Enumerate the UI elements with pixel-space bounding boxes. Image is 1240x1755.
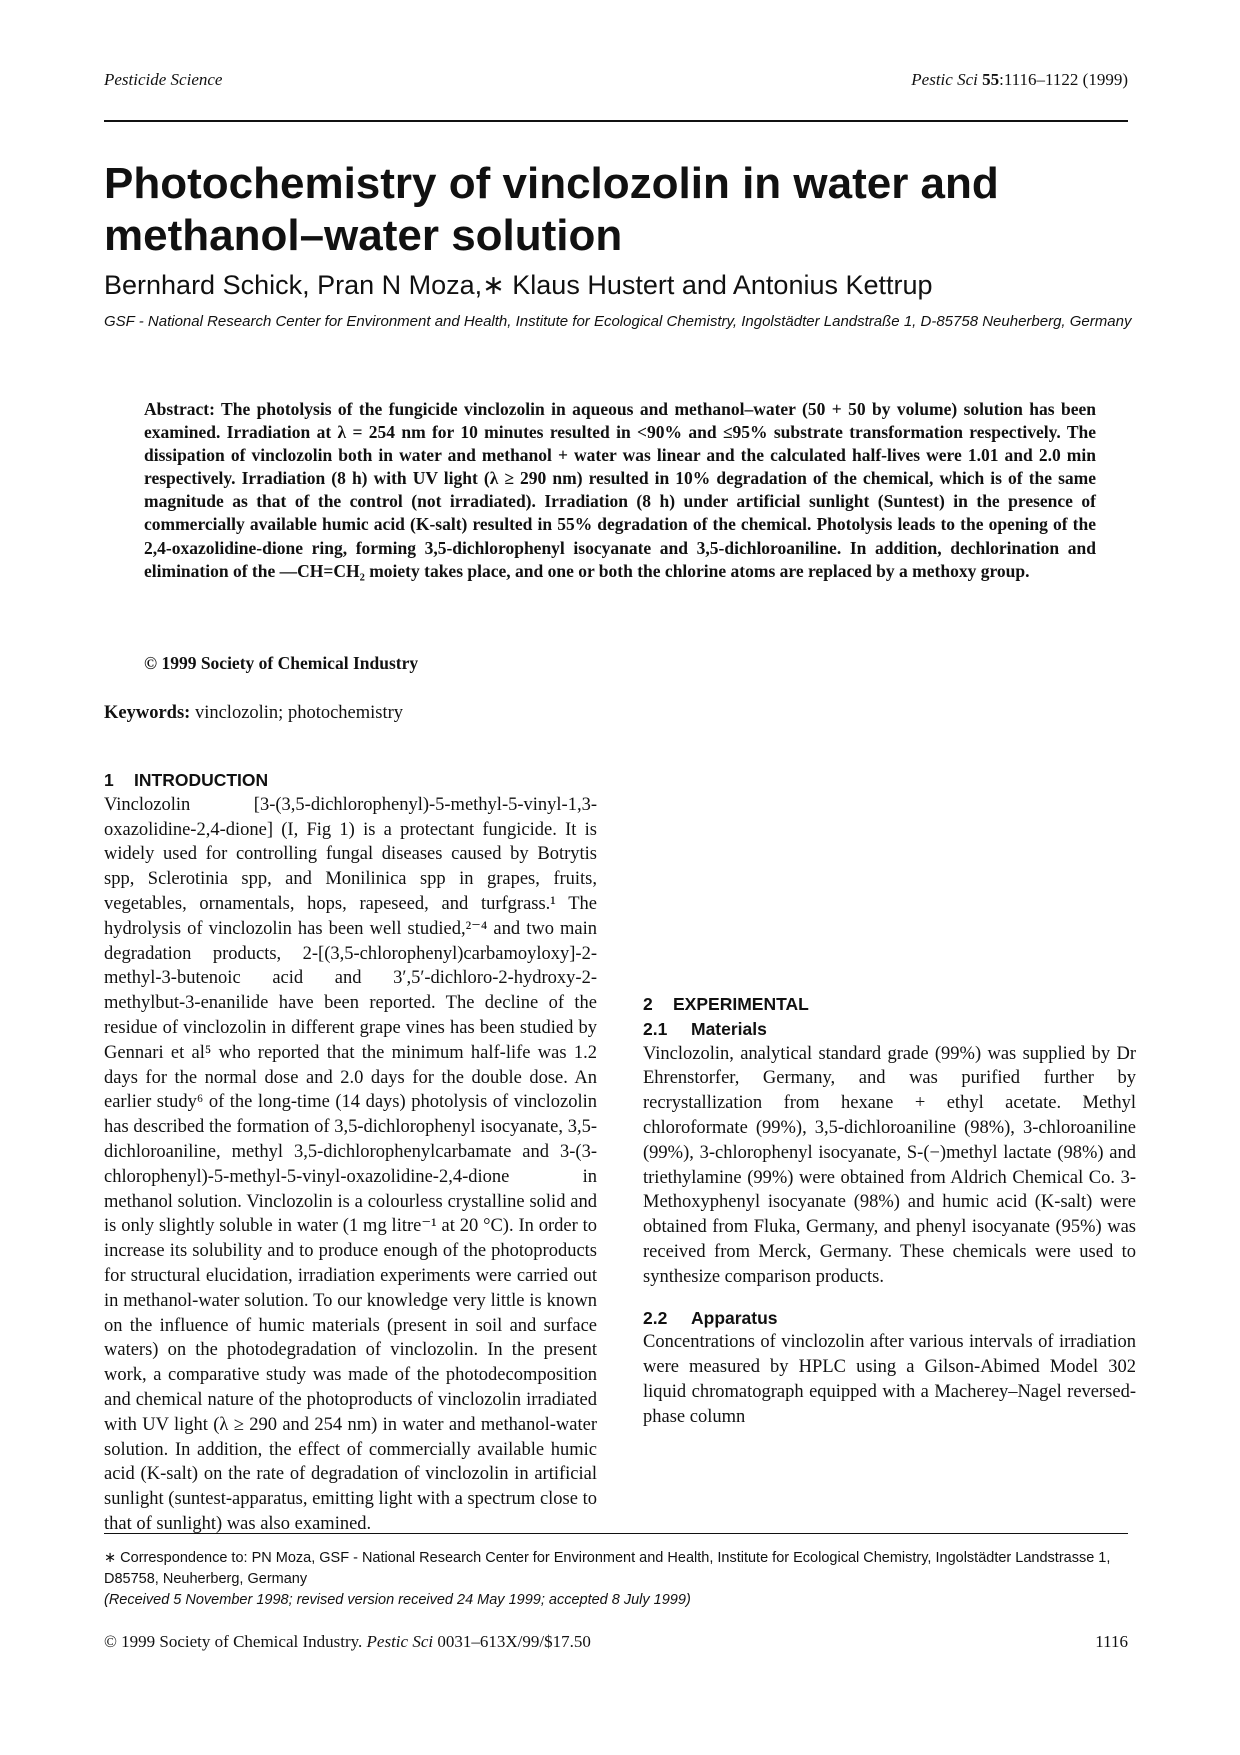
keywords (104, 703, 403, 724)
abstract (144, 398, 1096, 583)
section-heading-experimental (643, 992, 1136, 1017)
column-right (643, 768, 1136, 1430)
subsection-number: 2.1 (643, 1018, 668, 1039)
received-dates: (Received 5 November 1998; revised version received 24 May 1999; accepted 8 July 1999) (104, 1592, 691, 1608)
keywords-label: Keywords: (104, 703, 191, 723)
section-title: EXPERIMENTAL (673, 994, 809, 1014)
citation-volume: 55 (982, 70, 1000, 89)
subsection-heading-apparatus (643, 1306, 1136, 1331)
article-title: Photochemistry of vinclozolin in water and methanol–water solution (104, 159, 999, 260)
page-number: 1116 (1095, 1632, 1128, 1651)
keywords-text: vinclozolin; photochemistry (194, 703, 404, 723)
footer-journal: Pestic Sci (366, 1632, 434, 1651)
subsection-title: Apparatus (691, 1307, 778, 1328)
footer-issn: 0031–613X/99/$17.50 (437, 1632, 591, 1651)
citation-journal: Pestic Sci (911, 70, 978, 89)
apparatus-text: Concentrations of vinclozolin after various intervals of irradiation were measured by HPLC using a Gilson-Abimed Model 302 liquid chromatograph equipped with a Macherey–Nagel reversed-phase column (643, 1332, 1136, 1427)
footer-copyright (104, 1632, 591, 1652)
subsection-heading-materials (643, 1017, 1136, 1042)
footer-copyright-text: © 1999 Society of Chemical Industry. (104, 1632, 363, 1651)
introduction-text: Vinclozolin [3-(3,5-dichlorophenyl)-5-methyl-5-vinyl-1,3-oxazolidine-2,4-dione] (I, Fig 1) is a protectant fungicide. It is widely used for controlling fungal diseases caused by Botrytis spp, Sclerotinia spp, and Monilinica spp in grapes, fruits, vegetables, ornamentals, hops, rapeseed, and turfgrass.¹ The hydrolysis of vinclozolin has been well studied,²⁻⁴ and two main degradation products, 2-[(3,5-chlorophenyl)carbamoyloxy]-2-methyl-3-butenoic acid and 3′,5′-dichloro-2-hydroxy-2-methylbut-3-enanilide have been reported. The decline of the residue of vinclozolin in different grape vines has been studied by Gennari et al⁵ who reported that the minimum half-life was 1.2 days for the normal dose and 2.0 days for the double dose. An earlier study⁶ of the long-time (14 days) photolysis of vinclozolin has described the formation of 3,5-dichlorophenyl isocyanate, 3,5-dichloroaniline, methyl 3,5-dichlorophenylcarbamate and 3-(3-chlorophenyl)-5-methyl-5-vinyl-oxazolidine-2,4-dione in methanol solution. Vinclozolin is a colourless crystalline solid and is only slightly soluble in water (1 mg litre⁻¹ at 20 °C). In order to increase its solubility and to produce enough of the photoproducts for structural elucidation, irradiation experiments were carried out in methanol-water solution. To our knowledge very little is known on the influence of humic materials (present in soil and surface waters) on the photodegradation of vinclozolin. In the present work, a comparative study was made of the photodecomposition and chemical nature of the photoproducts of vinclozolin irradiated with UV light (λ ≥ 290 and 254 nm) in water and methanol-water solution. In addition, the effect of commercially available humic acid (K-salt) on the rate of degradation of vinclozolin in artificial sunlight (suntest-apparatus, emitting light with a spectrum close to that of sunlight) was also examined. (104, 794, 597, 1534)
running-head-citation (911, 70, 1128, 90)
section-title: INTRODUCTION (134, 770, 269, 790)
abstract-text: The photolysis of the fungicide vinclozolin in aqueous and methanol–water (50 + 50 by volume) solution has been examined. Irradiation at λ = 254 nm for 10 minutes resulted in <90% and ≤95% substrate transformation respectively. The dissipation of vinclozolin both in water and methanol + water was linear and the calculated half-lives were 1.01 and 2.0 min respectively. Irradiation (8 h) with UV light (λ ≥ 290 nm) resulted in 10% degradation of the chemical, which is of the same magnitude as that of the control (not irradiated). Irradiation (8 h) under artificial sunlight (Suntest) in the presence of commercially available humic acid (K-salt) resulted in 55% degradation of the chemical. Photolysis leads to the opening of the 2,4-oxazolidine-dione ring, forming 3,5-dichlorophenyl isocyanate and 3,5-dichloroaniline. In addition, dechlorination and elimination of the —CH=CH₂ moiety takes place, and one or both the chlorine atoms are replaced by a methoxy group. (144, 399, 1097, 581)
materials-text: Vinclozolin, analytical standard grade (99%) was supplied by Dr Ehrenstorfer, Germany, and was purified further by recrystallization from hexane + ethyl acetate. Methyl chloroformate (99%), 3,5-dichloroaniline (98%), 3-chloroaniline (99%), 3-chlorophenyl isocyanate, S-(−)methyl lactate (98%) and triethylamine (99%) were obtained from Aldrich Chemical Co. 3-Methoxyphenyl isocyanate (98%) and humic acid (K-salt) were obtained from Fluka, Germany, and phenyl isocyanate (95%) was received from Merck, Germany. These chemicals were used to synthesize comparison products. (643, 1043, 1136, 1287)
footnotes (104, 1548, 1134, 1611)
subsection-title: Materials (691, 1018, 767, 1039)
author-list: Bernhard Schick, Pran N Moza,∗ Klaus Hustert and Antonius Kettrup (104, 270, 933, 300)
section-number: 2 (643, 994, 653, 1014)
header-rule (104, 120, 1128, 122)
correspondence-note: ∗ Correspondence to: PN Moza, GSF - National Research Center for Environment and Health, Institute for Ecological Chemistry, Ingolstädter Landstrasse 1, D85758, Neuherberg, Germany (104, 1550, 1111, 1587)
section-heading-introduction (104, 768, 597, 793)
subsection-number: 2.2 (643, 1307, 668, 1328)
introduction-continued (643, 768, 1136, 954)
abstract-label: Abstract: (144, 399, 215, 419)
abstract-copyright: © 1999 Society of Chemical Industry (144, 653, 419, 673)
citation-pages-year: :1116–1122 (1999) (999, 70, 1128, 89)
running-head-journal: Pesticide Science (104, 70, 223, 89)
footnote-rule (104, 1533, 1128, 1534)
author-affiliation: GSF - National Research Center for Environment and Health, Institute for Ecological Chemistry, Ingolstädter Landstraße 1, D-85758 Neuherberg, Germany (104, 313, 1132, 330)
section-number: 1 (104, 770, 114, 790)
